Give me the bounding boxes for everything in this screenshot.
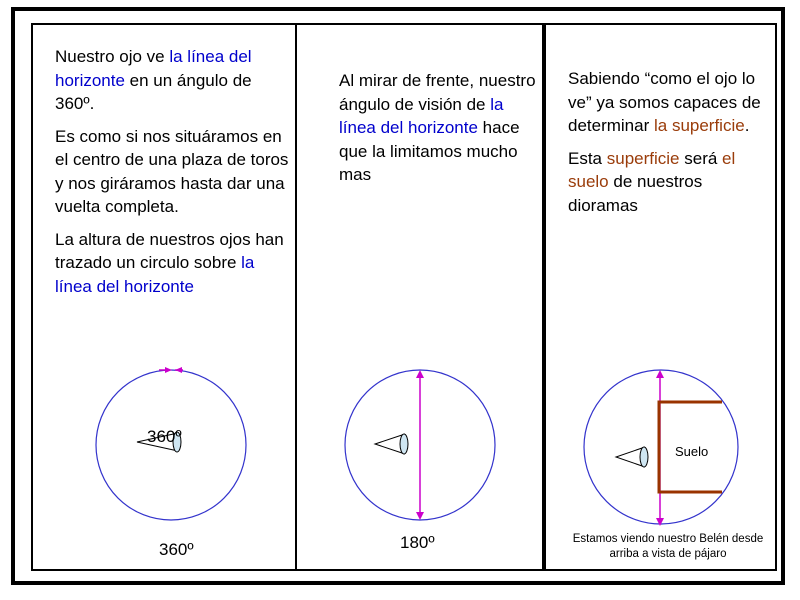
outer-frame xyxy=(11,7,785,585)
arrow-head-down xyxy=(416,512,424,520)
panel3-para1 xyxy=(568,67,768,138)
text: Sabiendo “como el ojo lo ve” ya somos capaces de determinar xyxy=(568,69,761,135)
text: La altura de nuestros ojos han trazado un circulo sobre xyxy=(55,229,284,272)
horizon-highlight: la línea del horizonte xyxy=(55,253,255,296)
panel-360 xyxy=(31,23,302,571)
panel-180 xyxy=(295,23,544,571)
surface-highlight: la superficie xyxy=(653,116,745,135)
text: en un ángulo de 360º. xyxy=(55,70,252,113)
caption-360: 360º xyxy=(159,540,194,559)
horizon-highlight: la línea del horizonte xyxy=(55,47,252,90)
birdseye-note: Estamos viendo nuestro Belén desde arriba a vista de pájaro xyxy=(572,533,764,560)
horizon-highlight: la línea del horizonte xyxy=(339,94,504,137)
arrow-head-down xyxy=(656,518,664,526)
text: Nuestro ojo ve xyxy=(55,47,170,66)
arrow-head-up xyxy=(656,370,664,378)
diagram-180 xyxy=(297,355,547,555)
floor-highlight: el suelo xyxy=(568,148,736,191)
text: será xyxy=(679,148,723,168)
text: . xyxy=(744,116,750,135)
panel-suelo xyxy=(544,23,777,571)
eye-icon xyxy=(640,447,648,467)
panel2-text xyxy=(339,69,539,187)
floor-label: Suelo xyxy=(675,444,709,459)
eye-icon xyxy=(400,434,408,454)
panel3-text xyxy=(568,67,768,217)
text: Esta xyxy=(568,148,607,168)
caption-180: 180º xyxy=(400,533,435,552)
surface-highlight: superficie xyxy=(606,148,680,168)
text: hace que la limitamos mucho mas xyxy=(339,118,520,184)
horizon-circle xyxy=(584,370,738,524)
panel1-para2: Es como si nos situáramos en el centro de una plaza de toros y nos giráramos hasta dar una vuelta completa. xyxy=(55,126,289,216)
panel1-para1 xyxy=(55,45,295,116)
diagram-suelo xyxy=(546,360,776,560)
arrow-head-right xyxy=(165,367,172,373)
angle-label: 360º xyxy=(147,427,182,446)
panel2-para1 xyxy=(339,69,539,187)
text: Al mirar de frente, nuestro ángulo de visión de xyxy=(339,71,536,114)
panel1-text xyxy=(55,45,295,298)
panel3-para2 xyxy=(568,147,768,218)
arrow-head-up xyxy=(416,370,424,378)
text: de nuestros dioramas xyxy=(568,172,703,215)
panel1-para3 xyxy=(55,228,295,299)
